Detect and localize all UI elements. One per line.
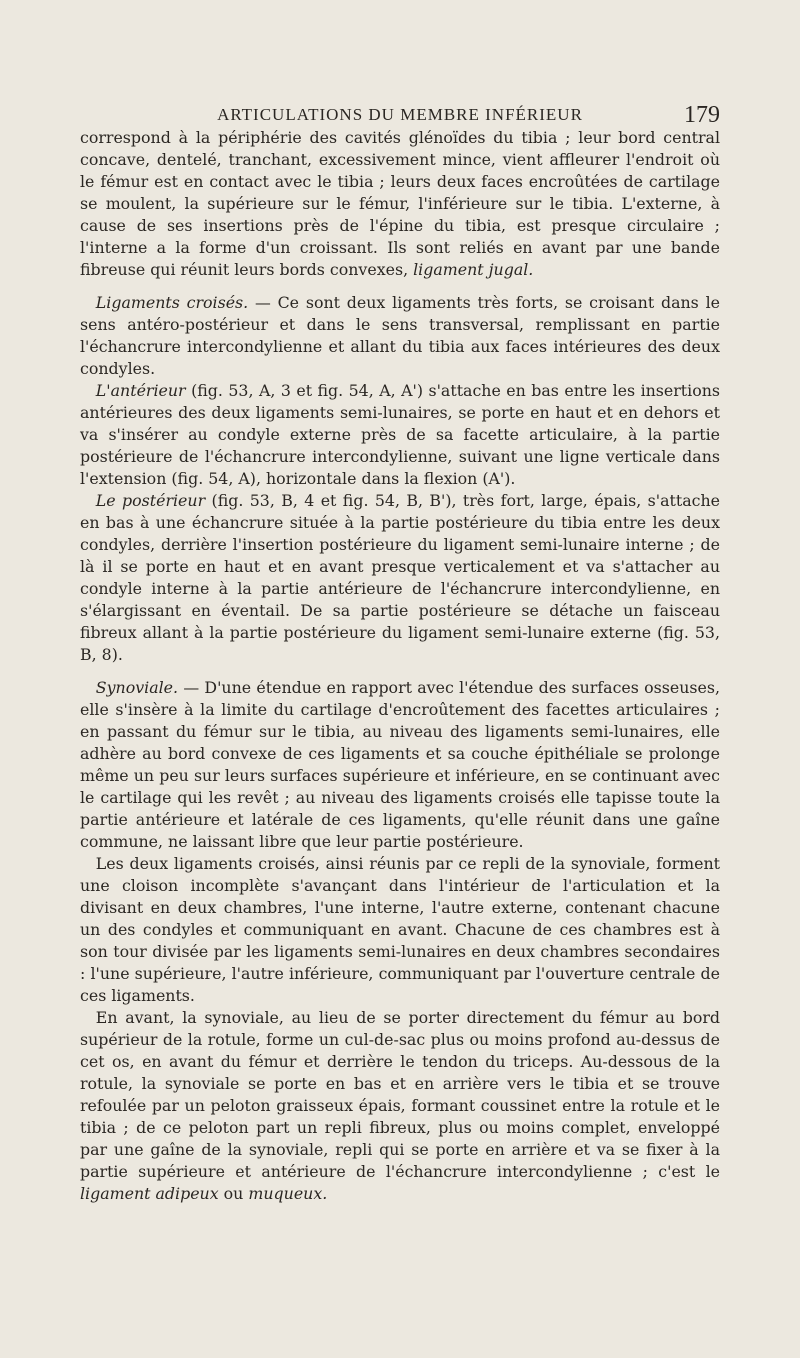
- term-posterieur: Le postérieur: [95, 491, 206, 510]
- paragraph-menisques: [80, 127, 720, 281]
- paragraph-text: En avant, la synoviale, au lieu de se porter directement du fémur au bord supérieur de la rotule, forme un cul-de-sac plus ou moins profond au-dessus de cet os, en avant du fémur et derrière le tendon du triceps. Au-dessous de la rotule, la synoviale se porte en bas et en arrière vers le tibia et se trouve refoulée par un peloton graisseux épais, formant coussinet entre la rotule et le tibia ; de ce peloton part un repli fibreux, plus ou moins complet, enveloppé par une gaîne de la synoviale, repli qui se porte en arrière et va se fixer à la partie supérieure et antérieure de l'échancrure intercondylienne ; c'est le: [80, 1008, 720, 1181]
- paragraph-anterieur: [80, 380, 720, 490]
- section-heading-ligaments-croises: Ligaments croisés.: [95, 293, 249, 312]
- paragraph-text: Les deux ligaments croisés, ainsi réunis par ce repli de la synoviale, forment une cloison incomplète s'avançant dans l'intérieur de l'articulation et la divisant en deux chambres, l'une interne, l'autre externe, contenant chacune un des condyles et communiquant en avant. Chacune de ces chambres est à son tour divisée par les ligaments semi-lunaires en deux chambres secondaires : l'une supérieure, l'autre inférieure, communiquant par l'ouverture centrale de ces ligaments.: [80, 854, 720, 1005]
- section-heading-synoviale: Synoviale.: [95, 678, 179, 697]
- paragraph-synoviale: [80, 677, 720, 853]
- paragraph-text: correspond à la périphérie des cavités glénoïdes du tibia ; leur bord central concave, dentelé, tranchant, excessivement mince, vient affleurer l'endroit où le fémur est en contact avec le tibia ; leurs deux faces encroûtées de cartilage se moulent, la supérieure sur le fémur, l'inférieure sur le tibia. L'externe, à cause de ses insertions près de l'épine du tibia, est presque circulaire ; l'interne a la forme d'un croissant. Ils sont reliés en avant par une bande fibreuse qui réunit leurs bords convexes,: [80, 128, 720, 279]
- paragraph-text: (fig. 53, B, 4 et fig. 54, B, B'), très fort, large, épais, s'attache en bas à une échancrure située à la partie postérieure du tibia entre les deux condyles, derrière l'insertion postérieure du ligament semi-lunaire interne ; de là il se porte en haut et en avant presque verticalement et va s'attacher au condyle interne à la partie antérieure de l'échancrure intercondylienne, en s'élargissant en éventail. De sa partie postérieure se détache un faisceau fibreux allant à la partie postérieure du ligament semi-lunaire externe (fig. 53, B, 8).: [80, 491, 720, 664]
- body-text: [80, 127, 720, 1205]
- paragraph-ligaments-croises: [80, 292, 720, 380]
- conjunction-ou: ou: [218, 1184, 249, 1203]
- paragraph-cloison: [80, 853, 720, 1007]
- term-anterieur: L'antérieur: [95, 381, 186, 400]
- paragraph-posterieur: [80, 490, 720, 666]
- running-title: ARTICULATIONS DU MEMBRE INFÉRIEUR: [217, 105, 583, 124]
- page-number: 179: [684, 102, 720, 128]
- term-ligament-jugal: ligament jugal.: [413, 260, 534, 279]
- paragraph-text: — D'une étendue en rapport avec l'étendue des surfaces osseuses, elle s'insère à la limite du cartilage d'encroûtement des facettes articulaires ; en passant du fémur sur le tibia, au niveau des ligaments semi-lunaires, elle adhère au bord convexe de ces ligaments et sa couche épithéliale se prolonge même un peu sur leurs surfaces supérieure et inférieure, en se continuant avec le cartilage qui les revêt ; au niveau des ligaments croisés elle tapisse toute la partie antérieure et latérale de ces ligaments, qu'elle réunit dans une gaîne commune, ne laissant libre que leur partie postérieure.: [80, 678, 720, 851]
- paragraph-text: (fig. 53, A, 3 et fig. 54, A, A') s'attache en bas entre les insertions antérieures des deux ligaments semi-lunaires, se porte en haut et en dehors et va s'insérer au condyle externe près de sa facette articulaire, à la partie postérieure de l'échancrure intercondylienne, suivant une ligne verticale dans l'extension (fig. 54, A), horizontale dans la flexion (A').: [80, 381, 720, 488]
- paragraph-text: — Ce sont deux ligaments très forts, se croisant dans le sens antéro-postérieur et dans le sens transversal, remplissant en partie l'échancrure intercondylienne et allant du tibia aux faces intérieures des deux condyles.: [80, 293, 720, 378]
- running-header: [80, 100, 720, 130]
- term-ligament-adipeux: ligament adipeux: [80, 1184, 219, 1203]
- paragraph-cul-de-sac: [80, 1007, 720, 1205]
- term-muqueux: muqueux.: [248, 1184, 328, 1203]
